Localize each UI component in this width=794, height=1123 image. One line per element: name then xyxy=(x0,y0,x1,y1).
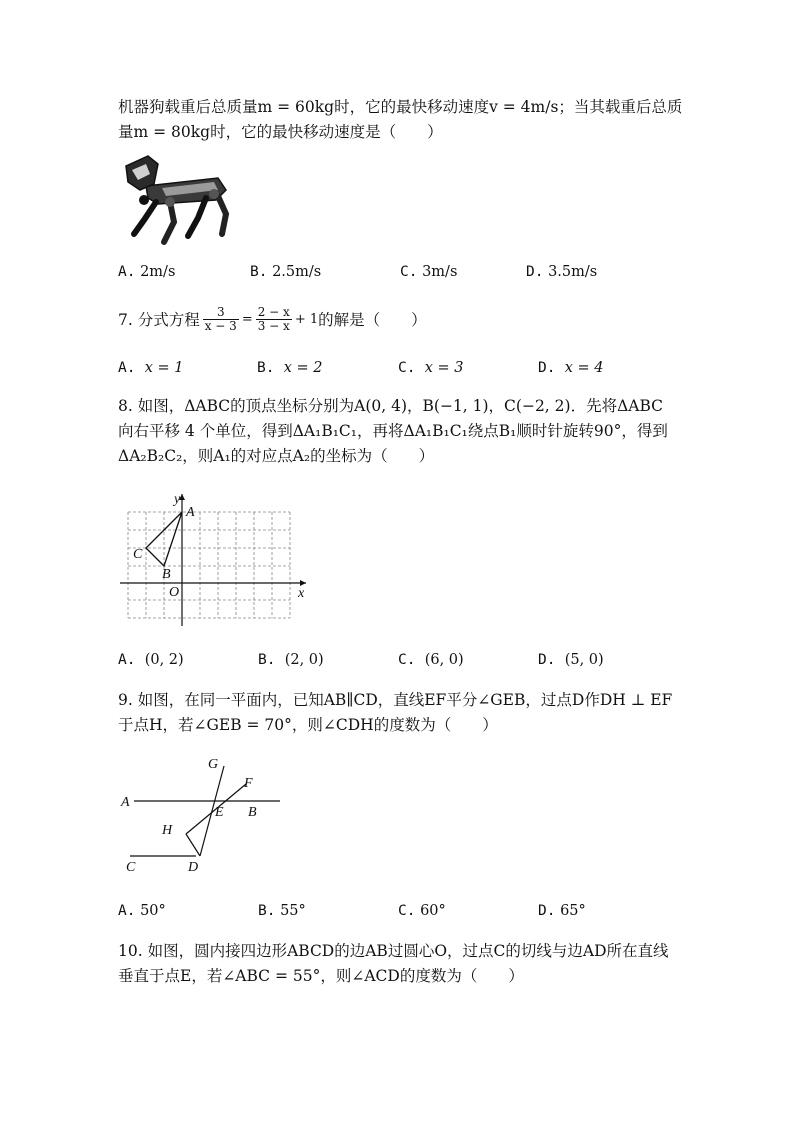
q7-equals: = xyxy=(241,311,253,327)
q8-label-b: B xyxy=(162,567,171,582)
q9-option-d: D. 65° xyxy=(538,903,586,919)
q8-grid xyxy=(128,512,290,618)
q10-line1: 10. 如图，圆内接四边形ABCD的边AB过圆心O，过点C的切线与边AD所在直线 xyxy=(118,942,669,960)
q6-option-b: B. 2.5m/s xyxy=(250,264,322,280)
q9-label-c: C xyxy=(126,860,136,875)
q9-option-c: C. 60° xyxy=(398,903,446,919)
q7-option-d: D. x = 4 xyxy=(538,360,604,376)
q9-label-h: H xyxy=(162,823,173,838)
q8-option-d: D. (5, 0) xyxy=(538,652,604,668)
q8-label-x: x xyxy=(298,586,305,601)
q8-grid-svg xyxy=(118,488,318,628)
q6-option-c: C. 3m/s xyxy=(400,264,458,280)
q9-line2: 于点H，若∠GEB = 70°，则∠CDH的度数为（ ） xyxy=(118,716,498,734)
q9-parallel-lines-figure xyxy=(116,754,286,884)
q8-line1: 8. 如图，ΔABC的顶点坐标分别为A(0, 4)，B(−1, 1)，C(−2, 2)．先将ΔABC xyxy=(118,397,663,415)
q7-fraction-1 xyxy=(203,306,239,333)
q9-option-a: A. 50° xyxy=(118,903,166,919)
q9-label-b: B xyxy=(248,805,257,820)
q6-option-d: D. 3.5m/s xyxy=(526,264,598,280)
q8-option-c: C. (6, 0) xyxy=(398,652,464,668)
q8-label-c: C xyxy=(133,547,143,562)
robot-dog-image xyxy=(118,148,238,248)
q9-line-hd xyxy=(186,834,200,856)
q7-frac1-den: x − 3 xyxy=(204,319,237,333)
q7-fraction-2 xyxy=(256,306,292,333)
q10-line2: 垂直于点E，若∠ABC = 55°，则∠ACD的度数为（ ） xyxy=(118,967,524,985)
q7-plus-one: + 1 xyxy=(294,311,319,327)
q7-option-a: A. x = 1 xyxy=(118,360,184,376)
q7-option-c: C. x = 3 xyxy=(398,360,464,376)
q8-option-a: A. (0, 2) xyxy=(118,652,184,668)
q9-label-a: A xyxy=(121,795,130,810)
q6-line2: 量m = 80kg时，它的最快移动速度是（ ） xyxy=(118,123,443,141)
q9-line1: 9. 如图，在同一平面内，已知AB∥CD，直线EF平分∠GEB，过点D作DH ⊥ EF xyxy=(118,691,673,709)
q9-label-d: D xyxy=(188,860,199,875)
q7-frac1-num: 3 xyxy=(216,305,225,319)
q7-frac2-num: 2 − x xyxy=(257,305,290,319)
q8-line3: ΔA₂B₂C₂，则A₁的对应点A₂的坐标为（ ） xyxy=(118,447,435,465)
q8-label-a: A xyxy=(186,505,195,520)
q8-line2: 向右平移 4 个单位，得到ΔA₁B₁C₁，再将ΔA₁B₁C₁绕点B₁顺时针旋转90°，得到 xyxy=(118,422,668,440)
q9-label-e: E xyxy=(215,805,224,820)
q7-stem xyxy=(118,306,427,333)
q9-label-g: G xyxy=(208,757,219,772)
q6-option-a: A. 2m/s xyxy=(118,264,176,280)
q8-label-o: O xyxy=(169,585,180,600)
q8-option-b: B. (2, 0) xyxy=(258,652,324,668)
q9-svg xyxy=(116,754,286,884)
q8-label-y: y xyxy=(174,492,181,507)
q7-prefix: 7. 分式方程 xyxy=(118,310,200,329)
q7-frac2-den: 3 − x xyxy=(257,319,290,333)
q9-label-f: F xyxy=(244,776,253,791)
q9-option-b: B. 55° xyxy=(258,903,306,919)
q8-coordinate-figure xyxy=(118,488,318,628)
q7-option-b: B. x = 2 xyxy=(257,360,323,376)
q7-suffix: 的解是（ ） xyxy=(318,310,427,329)
q6-line1: 机器狗载重后总质量m = 60kg时，它的最快移动速度v = 4m/s；当其载重后总质 xyxy=(118,98,683,116)
